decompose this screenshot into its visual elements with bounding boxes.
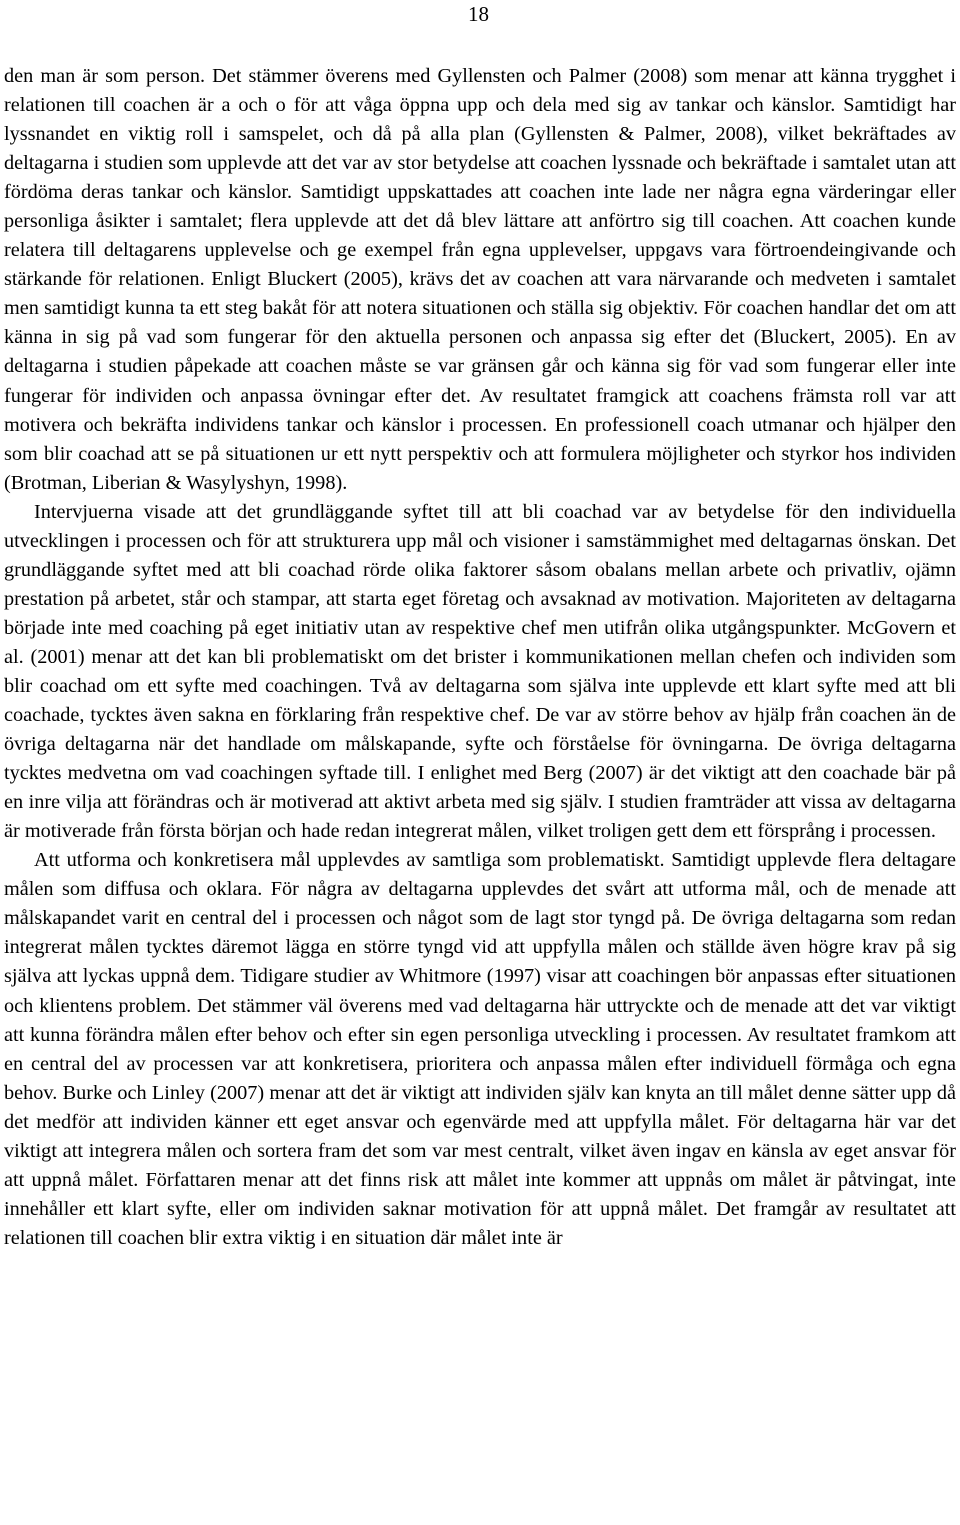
paragraph-coach-relationship: den man är som person. Det stämmer överens med Gyllensten och Palmer (2008) som menar att känna trygghet i relationen till coachen är a och o för att våga öppna upp och dela med sig av tankar och känslor. Samtidigt har lyssnandet en viktig roll i samspelet, och då på alla plan (Gyllensten & Palmer, 2008), vilket bekräftades av deltagarna i studien som upplevde att det var av stor betydelse att coachen lyssnade och bekräftade i samtalet utan att fördöma deras tankar och känslor. Samtidigt uppskattades att coachen inte lade ner några egna värderingar eller personliga åsikter i samtalet; flera upplevde att det då blev lättare att anförtro sig till coachen. Att coachen kunde relatera till deltagarens upplevelse och ge exempel från egna upplevelser, uppgavs vara förtroendeingivande och stärkande för relationen. Enligt Bluckert (2005), krävs det av coachen att vara närvarande och medveten i samtalet men samtidigt kunna ta ett steg bakåt för att notera situationen och ställa sig objektiv. För coachen handlar det om att känna in sig på vad som fungerar för den aktuella personen och anpassa sig efter det (Bluckert, 2005). En av deltagarna i studien påpekade att coachen måste se var gränsen går och känna sig för vad som fungerar eller inte fungerar för individen och anpassa övningar efter det. Av resultatet framgick att coachens främsta roll var att motivera och bekräfta individens tankar och känslor i processen. En professionell coach utmanar och hjälper den som blir coachad att se på situationen ur ett nytt perspektiv och att formulera möjligheter och styrkor hos individen (Brotman, Liberian & Wasylyshyn, 1998).: [4, 65, 956, 494]
body-text: [4, 62, 956, 1253]
page-number: 18: [468, 2, 489, 26]
paragraph-goal-setting: Att utforma och konkretisera mål upplevdes av samtliga som problematiskt. Samtidigt upplevde flera deltagare målen som diffusa och oklara. För några av deltagarna upplevdes det svårt att utforma mål, och de menade att målskapandet varit en central del i processen och något som de lagt stor tyngd på. De övriga deltagarna som redan integrerat målen tycktes däremot lägga en större tyngd vid att uppfylla målen och ställde även högre krav på sig själva att lyckas uppnå dem. Tidigare studier av Whitmore (1997) visar att coachingen bör anpassas efter situationen och klientens problem. Det stämmer väl överens med vad deltagarna här uttryckte och de menade att det var viktigt att kunna förändra målen efter behov och efter sin egen personliga utveckling i processen. Av resultatet framkom att en central del av processen var att konkretisera, prioritera och anpassa målen efter individuell förmåga och egna behov. Burke och Linley (2007) menar att det är viktigt att individen själv kan knyta an till målet denne sätter upp då det medför att individen känner ett eget ansvar och egenvärde med att uppfylla målet. För deltagarna här var det viktigt att integrera målen och sortera fram det som var mest centralt, vilket även ingav en känsla av eget ansvar för att uppnå målet. Författaren menar att det finns risk att målet inte kommer att uppnås om målet är påtvingat, inte innehåller ett klart syfte, eller om individen saknar motivation för att uppnå målet. Det framgår av resultatet att relationen till coachen blir extra viktig i en situation där målet inte är: [4, 849, 956, 1249]
paragraph-purpose-of-coaching: Intervjuerna visade att det grundläggande syftet till att bli coachad var av betydelse för den individuella utvecklingen i processen och för att strukturera upp mål och visioner i samstämmighet med deltagarnas önskan. Det grundläggande syftet med att bli coachad rörde olika faktorer såsom obalans mellan arbete och privatliv, ojämn prestation på arbetet, står och stampar, att starta eget företag och avsaknad av motivation. Majoriteten av deltagarna började inte med coaching på eget initiativ utan av respektive chef men utifrån olika utgångspunkter. McGovern et al. (2001) menar att det kan bli problematiskt om det brister i kommunikationen mellan chefen och individen som blir coachad om ett syfte med coachingen. Två av deltagarna som själva inte upplevde ett klart syfte med att bli coachade, tycktes även sakna en förklaring från respektive chef. De var av större behov av hjälp från coachen än de övriga deltagarna när det handlade om målskapande, syfte och förståelse för övningarna. De övriga deltagarna tycktes medvetna om vad coachingen syftade till. I enlighet med Berg (2007) är det viktigt att den coachade bär på en inre vilja att förändras och är motiverad att aktivt arbeta med sig själv. I studien framträder att vissa av deltagarna är motiverade från första början och hade redan integrerat målen, vilket troligen gett dem ett försprång i processen.: [4, 500, 956, 843]
